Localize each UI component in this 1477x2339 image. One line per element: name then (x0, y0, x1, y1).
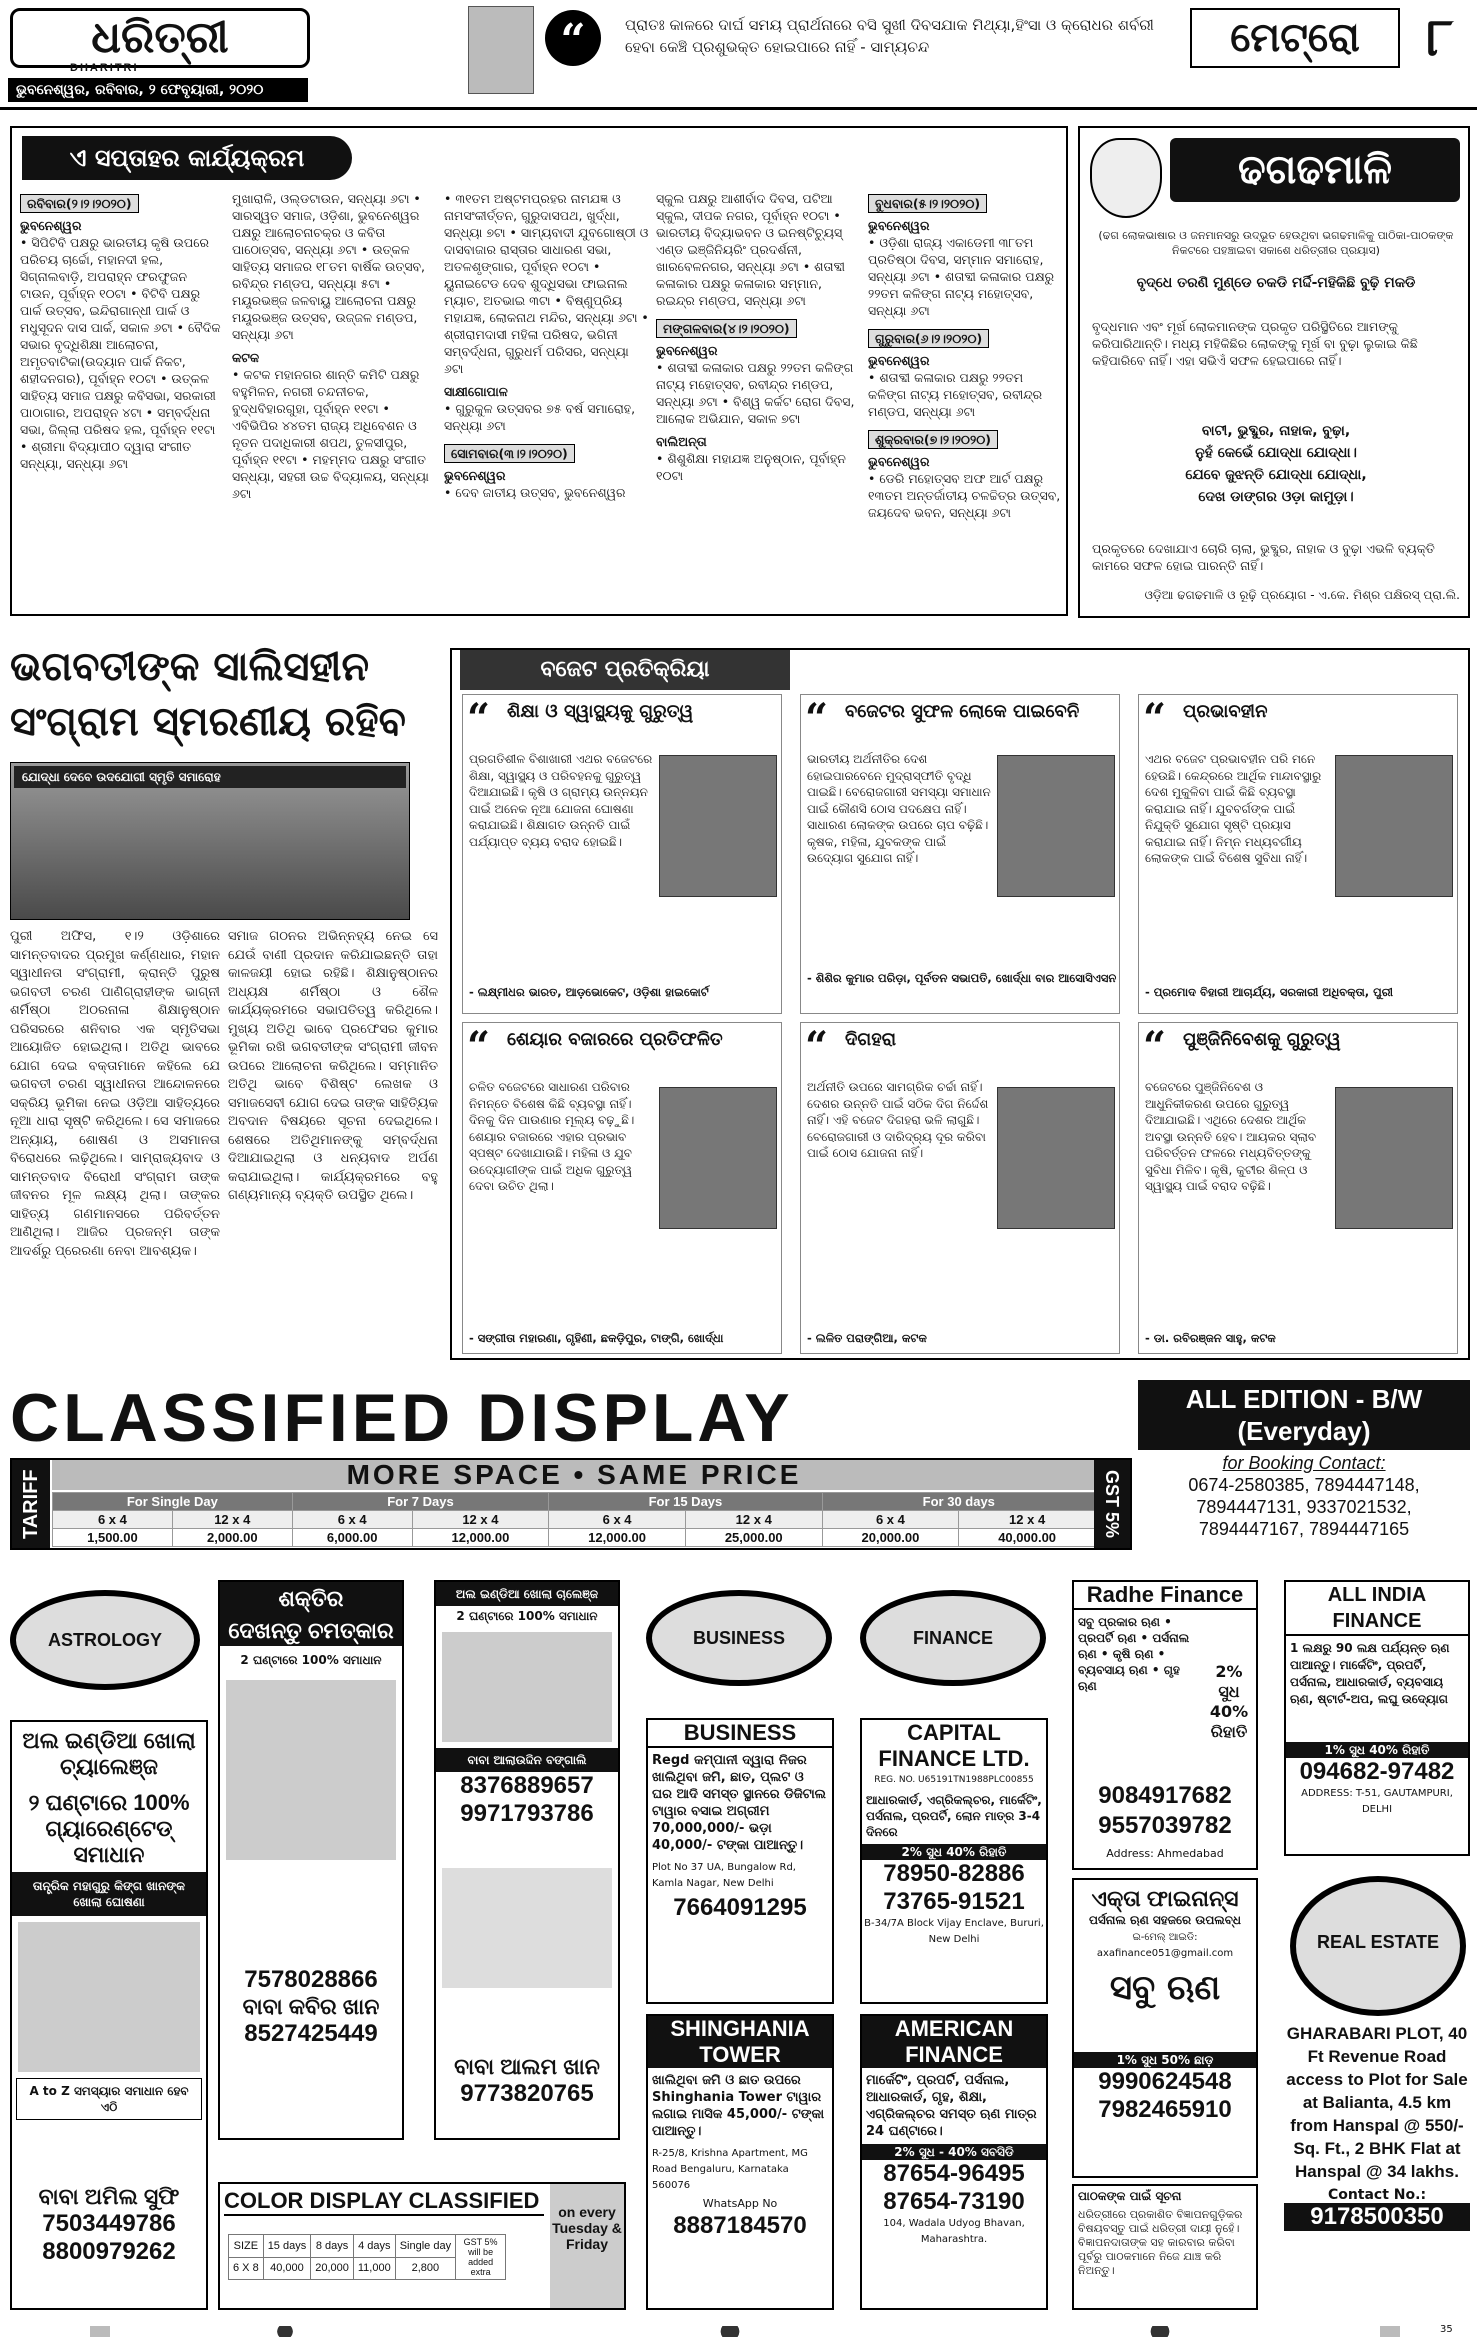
ad-line: ତାନ୍ତ୍ରିକ ମହାଗୁରୁ କିଙ୍ଗ ଖାନଙ୍କ ଖୋଲା ଘୋଷଣା (12, 1872, 206, 1916)
person-photo (659, 755, 777, 897)
table-row (53, 1529, 1096, 1547)
city-header: ଭୁବନେଶ୍ୱର (20, 218, 82, 233)
notice-title: ପାଠକଙ୍କ ପାଇଁ ସୂଚନା (1078, 2189, 1182, 2203)
ad-body: Regd କମ୍ପାନୀ ଦ୍ୱାରା ନିଜର ଖାଲିଥିବା ଜମି, ଛାତ, ପ୍ଲଟ ଓ ଘର ଆଦି ସମସ୍ତ ସ୍ଥାନରେ ଡିଜିଟାଲ ଟାୱାର ବସାଇ ଅଗ୍ରୀମ 70,000,000/- ଭଡ଼ା 40,000/- ଟଙ୍କା ପାଆନ୍ତୁ। (652, 1753, 826, 1853)
city-header: ସାକ୍ଷୀଗୋପାଳ (444, 384, 508, 399)
registration-dots (700, 2326, 760, 2337)
proverb-subtitle: (ଢଗ ଲୋକଭାଷାର ଓ ଜନମାନସରୁ ଉଦ୍ଭୂତ ହେଉଥିବା ଭଗଢମାଳିକୁ ପାଠିକା-ପାଠକଙ୍କ ନିକଟରେ ପହଞ୍ଚାଇବା ସକାଶେ ଧରିତ୍ରୀର ପ୍ରୟାସ) (1098, 229, 1454, 257)
ad-name: ବାବା କବିର ଖାନ (242, 1994, 380, 2019)
price-cell: 20,000.00 (822, 1529, 959, 1547)
quote-icon: “ (1143, 1023, 1167, 1070)
card-title: ବଜେଟର ସୁଫଳ ଲୋକେ ପାଇବେନି (845, 701, 1080, 722)
card-signature: - ଶିଶିର କୁମାର ପରିଡ଼ା, ପୂର୍ବତନ ସଭାପତି, ଖୋର୍ଦ୍ଧା ବାର ଆସୋସିଏସନ (807, 971, 1117, 985)
section-label: ମେଟ୍ରୋ (1190, 8, 1400, 68)
city-header: ଭୁବନେଶ୍ୱର (444, 468, 506, 483)
price-cell: 1,500.00 (53, 1529, 173, 1547)
quote-icon: “ (467, 1023, 491, 1070)
card-body: ଚଳିତ ବଜେଟରେ ସାଧାରଣ ପରିବାର ନିମନ୍ତେ ବିଶେଷ କିଛି ବ୍ୟବସ୍ଥା ନାହିଁ। ଦିନକୁ ଦିନ ପାଉଣାର ମୂଲ୍ୟ ବଢ଼ୁଛି। ଶେୟାର ବଜାରରେ ଏହାର ପ୍ରଭାବ ସ୍ପଷ୍ଟ ଦେଖାଯାଉଛି। ମହିଳା ଓ ଯୁବ ଉଦ୍ୟୋଗୀଙ୍କ ପାଇଁ ଅଧିକ ଗୁରୁତ୍ୱ ଦେବା ଉଚିତ ଥିଲା। (469, 1080, 635, 1193)
author-portrait (468, 6, 534, 94)
print-registration-marks (0, 2324, 1477, 2339)
gst-label: GST 5% (1094, 1460, 1130, 1548)
period-header: For 7 Days (292, 1493, 549, 1511)
finance-seal: FINANCE (860, 1590, 1046, 1686)
guru-photo (18, 1922, 200, 2072)
card-title: ପୁଞ୍ଜିନିବେଶକୁ ଗୁରୁତ୍ୱ (1183, 1029, 1341, 1050)
ad-body: GHARABARI PLOT, 40 Ft Revenue Road access to Plot for Sale at Balianta, 4.5 km from Hanspal @ 550/- Sq. Ft., 2 BHK Flat at Hanspal @ 34 lakhs. (1286, 2024, 1468, 2181)
real-estate-seal: REAL ESTATE (1290, 1876, 1466, 2016)
price-cell: 25,000.00 (685, 1529, 822, 1547)
ad-phone: 87654-73190 (883, 2188, 1025, 2215)
ad-line: 2 ଘଣ୍ଟାରେ 100% ସମାଧାନ (240, 1653, 382, 1667)
registration-mark (1380, 2326, 1400, 2337)
registration-mark (90, 2326, 110, 2337)
period-header: For 15 Days (549, 1493, 822, 1511)
story-headline (10, 640, 440, 750)
card-signature: - ସଙ୍ଗୀତା ମହାରଣା, ଗୃହିଣୀ, ଛକଡ଼ିପୁର, ଟାଙ୍ଗି, ଖୋର୍ଦ୍ଧା (469, 1331, 724, 1345)
ad-address: B-34/7A Block Vijay Enclave, Bururi, New Delhi (864, 1918, 1044, 1945)
ad-phone: 9990624548 (1098, 2068, 1232, 2095)
event-list: • ଶତାବ୍ଦୀ କଳାକାର ପକ୍ଷରୁ ୨୨ତମ କଳିଙ୍ଗ ନାଟ୍ୟ ମହୋତ୍ସବ, ରବୀନ୍ଦ୍ର ମଣ୍ଡପ, ସନ୍ଧ୍ୟା ୬ଟା • ବିଶ୍ୱ କର୍କଟ ରୋଗ ଦିବସ, ଆଲୋକ ଅଭିଯାନ, ସକାଳ ୭ଟା (656, 360, 855, 426)
card-signature: - ପ୍ରମୋଦ ବିହାରୀ ଆଚାର୍ଯ୍ୟ, ସରକାରୀ ଅଧିବକ୍ତା, ପୁରୀ (1145, 985, 1393, 999)
guru-photo (442, 1868, 612, 1988)
weekly-column-3 (444, 190, 649, 610)
column-header: 4 days (353, 2235, 395, 2258)
reaction-card (800, 694, 1120, 1014)
size-cell: 12 x 4 (412, 1511, 549, 1529)
ad-reg: REG. NO. U65191TN1988PLC00855 (874, 1775, 1034, 1785)
ad-line: A to Z ସମସ୍ୟାର ସମାଧାନ ହେବ ଏଠି (16, 2078, 202, 2120)
proverb-explanation: ପ୍ରକୃତରେ ଦେଖାଯାଏ ଚୋରି ଚାଲା, ଭୁବ୍ଦୁର, ନାହାକ ଓ ବୁଢ଼ା ଏଭଳି ବ୍ୟକ୍ତି କାମରେ ସଫଳ ହୋଇ ପାରନ୍ତି ନାହିଁ। (1092, 541, 1435, 573)
booking-number: 0674-2580385, 7894447148, (1188, 1475, 1420, 1495)
ad-address: Address: Ahmedabad (1106, 1847, 1224, 1860)
event-list: • ଶିଶୁଶିକ୍ଷା ମହାଯଜ୍ଞ ଅନୁଷ୍ଠାନ, ପୂର୍ବାହ୍ନ ୧୦ଟା (656, 451, 846, 483)
quote-icon: “ (467, 695, 491, 742)
poem-line: ଦେଖ ଡାଙ୍ଗର ଓଡ଼ା କାମୁଡ଼ା। (1198, 489, 1354, 505)
reaction-card (462, 694, 782, 1014)
card-body: ଭାରତୀୟ ଅର୍ଥନୀତିର ଦେଶ ହୋଇପାରବେନେ ମୁଦ୍ରାସ୍ଫୀତି ବୃଦ୍ଧି ପାଇଛି। ବେରୋଜଗାରୀ ସମସ୍ୟା ସମାଧାନ ପାଇଁ କୌଣସି ଠୋସ ପଦକ୍ଷେପ ନାହିଁ। ସାଧାରଣ ଲୋକଙ୍କ ଉପରେ ଚାପ ବଢ଼ିଛି। କୃଷକ, ମହିଳା, ଯୁବକଙ୍କ ପାଇଁ ଉଦ୍ୟୋଗ ସୁଯୋଗ ନାହିଁ। (807, 752, 991, 865)
more-space-banner: MORE SPACE • SAME PRICE (52, 1460, 1096, 1490)
headline-line: ସଂଗ୍ରାମ ସ୍ମରଣୀୟ ରହିବ (10, 699, 406, 745)
ad-title: SHINGHANIA TOWER (648, 2016, 832, 2068)
newspaper-logo: ଧରିତ୍ରୀ (10, 8, 310, 68)
weekly-column-4 (656, 190, 861, 610)
story-column-2: ସମାଜ ଗଠନର ଅଭିନ୍ନହ୍ୟ ନେଇ ସେ ଯେଉଁ ବାଣୀ ପ୍ରଦାନ କରିଯାଇଛନ୍ତି ତାହା କାଳଜୟୀ ହୋଇ ରହିଛି। ଶିକ୍ଷାନୁଷ୍ଠାନର ଅଧ୍ୟକ୍ଷ ଶର୍ମିଷ୍ଠା ଓ ଶୈଳ କାର୍ଯ୍ୟକ୍ରମରେ ସଭାପତିତ୍ୱ କରିଥିଲେ। ମୁଖ୍ୟ ଅତିଥି ଭାବେ ପ୍ରଫେସର କୁମାର ଭୂମିକା ରଖି ଭଗବତୀଙ୍କ ସଂଗ୍ରାମୀ ଜୀବନ ଉପରେ ଆଲୋଚନା କରିଥିଲେ। ସମ୍ମାନିତ ଅତିଥି ଭାବେ ବିଶିଷ୍ଟ ଲେଖକ ଓ ସମାଜସେବୀ ଯୋଗ ଦେଇ ତାଙ୍କ ସାହିତ୍ୟିକ ଅବଦାନ ବିଷୟରେ ସୂଚନା ଦେଇଥିଲେ। ଶେଷରେ ଅତିଥିମାନଙ୍କୁ ସମ୍ବର୍ଦ୍ଧନା ଦିଆଯାଇଥିଲା ଓ ଧନ୍ୟବାଦ ଅର୍ପଣ କରାଯାଇଥିଲା। କାର୍ଯ୍ୟକ୍ରମରେ ବହୁ ଗଣ୍ୟମାନ୍ୟ ବ୍ୟକ୍ତି ଉପସ୍ଥିତ ଥିଲେ। (228, 929, 438, 1203)
ad-rate: 2% ସୁଧ - 40% ସବସିଡି (862, 2144, 1046, 2160)
event-list: • ସିପିଟିବି ପକ୍ଷରୁ ଭାରତୀୟ କୃଷି ଉପରେ ପରିଚୟ ଚାର୍ଚ୍ଚୋ, ମହାନଦୀ ହଲ, ସିଗ୍ନାଲବାଡ଼ି, ଅପରାହ୍ନ ଫରଫୁଜନ ଟାଉନ, ପୂର୍ବାହ୍ନ ୧୦ଟା • ବିଟିବି ପକ୍ଷରୁ ପାର୍କ ଉତ୍ସବ, ଇନ୍ଦିରାଗାନ୍ଧୀ ପାର୍କ ଓ ମଧୁସୂଦନ ଦାସ ପାର୍କ, ସକାଳ ୬ଟା • ବୈଦିକ ସଭାର ବୃଦ୍ଧିଶିକ୍ଷା ଆଲୋଚନା, ଅମୃତବାଟିକା(ଉଦ୍ୟାନ ପାର୍କ ନିକଟ, ଶହୀଦନଗର), ପୂର୍ବାହ୍ନ ୧୦ଟା • ଉତ୍କଳ ସାହିତ୍ୟ ସମାଜ ପକ୍ଷରୁ କବିସଭା, ସରକାରୀ ପାଠାଗାର, ଅପରାହ୍ନ ୪ଟା • ସମ୍ବର୍ଦ୍ଧନା ସଭା, ଜିଲ୍ଲା ପରିଷଦ ହଲ, ପୂର୍ବାହ୍ନ ୧୧ଟା • ଶ୍ରୀମା ବିଦ୍ୟାପୀଠ ଦ୍ୱାରା ସଂଗୀତ ସନ୍ଧ୍ୟା, ସନ୍ଧ୍ୟା ୬ଟା (20, 235, 221, 471)
size-cell: 12 x 4 (685, 1511, 822, 1529)
ad-title: BUSINESS (648, 1720, 832, 1748)
size-cell: 6 x 4 (292, 1511, 412, 1529)
logo-subtitle: DHARITRI (70, 62, 139, 74)
size-cell: 6 x 4 (822, 1511, 959, 1529)
card-title: ଦିଗହରା (845, 1029, 897, 1050)
ad-title: COLOR DISPLAY CLASSIFIED (224, 2188, 544, 2216)
ad-body: ଆଧାରକାର୍ଡ, ଏଗ୍ରିକଲ୍ଚର, ମାର୍କେଟିଂ, ପର୍ସନାଲ, ପ୍ରପର୍ଟି, ଲୋନ ମାତ୍ର 3-4 ଦିନରେ (866, 1793, 1042, 1839)
ad-subtitle: ପର୍ସନାଲ ଋଣ ସହଜରେ ଉପଲବ୍ଧ (1088, 1913, 1242, 1927)
table-row (53, 1511, 1096, 1529)
masthead (0, 0, 1477, 110)
person-photo (1335, 755, 1453, 897)
rate-value: 40% (1209, 1702, 1249, 1721)
ad-phone: 8376889657 (460, 1772, 594, 1799)
ad-phone: 7664091295 (673, 1894, 807, 1921)
ad-phone: 9084917682 (1098, 1782, 1232, 1809)
reaction-card (1138, 1022, 1458, 1354)
price-cell: 2,000.00 (172, 1529, 292, 1547)
person-photo (997, 1087, 1115, 1229)
city-header: ଭୁବନେଶ୍ୱର (868, 218, 930, 233)
page-number: ୮ (1426, 8, 1454, 68)
headline-line: ଭଗବତୀଙ୍କ ସାଲିସହୀନ (10, 644, 370, 690)
size-cell: 6 x 4 (53, 1511, 173, 1529)
ad-subtitle: 2 ଘଣ୍ଟାରେ 100% ସମାଧାନ (456, 1609, 598, 1623)
booking-label: for Booking Contact: (1222, 1453, 1386, 1473)
price-cell: 11,000 (353, 2257, 395, 2280)
business-seal: BUSINESS (646, 1590, 832, 1686)
proverb-body: ବୃଦ୍ଧମାନ ଏବଂ ମୂର୍ଖ ଲୋକମାନଙ୍କ ପ୍ରକୃତ ପରିସ୍ଥିତିରେ ଆମଙ୍କୁ କରିପାରିଥାନ୍ତି। ମଧ୍ୟ ମହିକିଛିର ଲୋକଙ୍କୁ ମୂର୍ଖ ବା ବୁଢ଼ା ଲୁକାଇ କିଛି କହିପାରିବେ ନାହିଁ। ଏହା ସଭିଏଁ ସଫଳ ହେଇପାରେ ନାହିଁ। (1092, 319, 1418, 368)
story-column-1: ପୁରୀ ଅଫିସ, ୧।୨ ଓଡ଼ିଶାରେ ସାମନ୍ତବାଦର ପ୍ରମୁଖ କର୍ଣ୍ଣଧାର, ମହାନ ସ୍ୱାଧୀନତା ସଂଗ୍ରାମୀ, କ୍ରାନ୍ତି ପୁରୁଷ ଭଗବତୀ ଚରଣ ପାଣିଗ୍ରାହୀଙ୍କ ଭାଗ୍ନୀ ଶର୍ମିଷ୍ଠା ଅଠରନାଳା ଶିକ୍ଷାନୁଷ୍ଠାନ ପରିସରରେ ଶନିବାର ଏକ ସ୍ମୃତିସଭା ଆୟୋଜିତ ହୋଇଥିଲା। ଅତିଥି ଭାବରେ ଯୋଗ ଦେଇ ବକ୍ତାମାନେ କହିଲେ ଯେ ଭଗବତୀ ଚରଣ ସ୍ୱାଧୀନତା ଆନ୍ଦୋଳନରେ ସକ୍ରିୟ ଭୂମିକା ନେଇ ଓଡ଼ିଆ ସାହିତ୍ୟରେ ନୂଆ ଧାରା ସୃଷ୍ଟି କରିଥିଲେ। ସେ ସମାଜରେ ଅନ୍ୟାୟ, ଶୋଷଣ ଓ ଅସମାନତା ବିରୋଧରେ ଲଢ଼ିଥିଲେ। ସାମ୍ରାଜ୍ୟବାଦ ଓ ସାମନ୍ତବାଦ ବିରୋଧୀ ସଂଗ୍ରାମ ତାଙ୍କ ଜୀବନର ମୂଳ ଲକ୍ଷ୍ୟ ଥିଲା। ତାଙ୍କର ସାହିତ୍ୟ ଗଣମାନସରେ ପରିବର୍ତ୍ତନ ଆଣିଥିଲା। ଆଜିର ପ୍ରଜନ୍ମ ତାଙ୍କ ଆଦର୍ଶରୁ ପ୍ରେରଣା ନେବା ଆବଶ୍ୟକ। (10, 929, 220, 1259)
proverb-poem (1092, 420, 1460, 508)
city-header: ଭୁବନେଶ୍ୱର (868, 353, 930, 368)
edition-line: ALL EDITION - B/W (1185, 1384, 1423, 1414)
day-header: ଶୁକ୍ରବାର(୭।୨।୨୦୨୦) (868, 430, 998, 449)
ad-rate: 1% ସୁଧ 50% ଛାଡ଼ (1074, 2052, 1256, 2068)
astrology-seal: ASTROLOGY (10, 1590, 200, 1690)
event-list: • ଶତାବ୍ଦୀ କଳାକାର ପକ୍ଷରୁ ୨୨ତମ କଳିଙ୍ଗ ନାଟ୍ୟ ମହୋତ୍ସବ, ରବୀନ୍ଦ୍ର ମଣ୍ଡପ, ସନ୍ଧ୍ୟା ୬ଟା (868, 370, 1043, 419)
ad-address: Plot No 37 UA, Bungalow Rd, Kamla Nagar, New Delhi (652, 1862, 796, 1889)
capital-finance-ad (860, 1718, 1048, 2004)
proverb-heading: ଢଗଢମାଳି (1170, 138, 1460, 202)
proverb-box (1078, 126, 1470, 618)
booking-number: 7894447167, 7894447165 (1198, 1519, 1410, 1539)
shinghania-ad (646, 2014, 834, 2310)
column-header: 15 days (263, 2235, 311, 2258)
price-cell: 12,000.00 (549, 1529, 686, 1547)
ad-title: ଅଲ ଇଣ୍ଡିଆ ଖୋଲା ଚାଲେଞ୍ଜ (436, 1582, 618, 1606)
card-body: ଅର୍ଥନୀତି ଉପରେ ସାମଗ୍ରିକ ଚର୍ଚ୍ଚା ନାହିଁ। ଦେଶର ଉନ୍ନତି ପାଇଁ ସଠିକ ଦିଗ ନିର୍ଦ୍ଦେଶ ନାହିଁ। ଏହି ବଜେଟ ଦିଗହରା ଭଳି ଲାଗୁଛି। ବେରୋଜଗାରୀ ଓ ଦାରିଦ୍ର୍ୟ ଦୂର କରିବା ପାଇଁ ଠୋସ ଯୋଜନା ନାହିଁ। (807, 1080, 989, 1160)
column-header: Single day (395, 2235, 455, 2258)
card-title: ଶିକ୍ଷା ଓ ସ୍ୱାସ୍ଥ୍ୟକୁ ଗୁରୁତ୍ୱ (507, 701, 694, 722)
poem-line: ଯେବେ ଜୁଝନ୍ତି ଯୋଦ୍ଧା ଯୋଦ୍ଧା, (1185, 467, 1367, 483)
business-ad (646, 1718, 834, 2004)
ad-rate: 2% ସୁଧ 40% ରିହାତି (862, 1844, 1046, 1860)
event-list: • ଡେରି ମହୋତ୍ସବ ଅଫ ଆର୍ଟ ପକ୍ଷରୁ ୧୩ତମ ଅନ୍ତର୍ଜାତୀୟ ଚଳଚ୍ଚିତ୍ର ଉତ୍ସବ, ଜୟଦେବ ଭବନ, ସନ୍ଧ୍ୟା ୬ଟା (868, 471, 1061, 520)
day-header: ଗୁରୁବାର(୬।୨।୨୦୨୦) (868, 329, 989, 348)
ad-body: ଖାଲିଥିବା ଜମି ଓ ଛାତ ଉପରେ Shinghania Tower ଟାୱାର ଲଗାଇ ମାସିକ 45,000/- ଟଙ୍କା ପାଆନ୍ତୁ। (652, 2073, 825, 2139)
day-header: ସୋମବାର(୩।୨।୨୦୨୦) (444, 444, 575, 463)
whatsapp-label: WhatsApp No (702, 2197, 778, 2210)
all-india-finance-ad (1284, 1580, 1470, 1856)
price-cell: 40,000 (263, 2257, 311, 2280)
quote-icon: “ (805, 1023, 829, 1070)
astrology-ad (10, 1720, 208, 2310)
tariff-label: TARIFF (12, 1460, 50, 1548)
contact-label: Contact No.: (1327, 2187, 1427, 2203)
rate-label: ସୁଧ (1218, 1682, 1240, 1701)
size-cell: 6 x 4 (549, 1511, 686, 1529)
guru-photo (442, 1632, 612, 1742)
ad-phone: 7503449786 (42, 2210, 176, 2237)
price-cell: 20,000 (311, 2257, 354, 2280)
radhe-finance-ad (1072, 1580, 1258, 1870)
tariff-table-box (10, 1458, 1132, 1550)
ad-body: 1 ଲକ୍ଷରୁ 90 ଲକ୍ଷ ପର୍ଯ୍ୟନ୍ତ ଋଣ ପାଆନ୍ତୁ। ମାର୍କେଟିଂ, ପ୍ରପର୍ଟି, ପର୍ସନାଲ, ଆଧାରକାର୍ଡ, ବ୍ୟବସାୟ ଋଣ, ଷ୍ଟାର୍ଟ-ଅପ, ଲଘୁ ଉଦ୍ୟୋଗ (1290, 1641, 1450, 1706)
size-cell: 12 x 4 (959, 1511, 1096, 1529)
day-header: ମଙ୍ଗଳବାର(୪।୨।୨୦୨୦) (656, 319, 797, 338)
ad-phone: 7578028866 (244, 1966, 378, 1993)
ad-phone: 8527425449 (244, 2020, 378, 2047)
ad-name: ବାବା ଆଲାଉଦ୍ଦିନ ବଙ୍ଗାଲି (436, 1748, 618, 1772)
price-cell: 6,000.00 (292, 1529, 412, 1547)
ad-rate: 1% ସୁଧ 40% ରିହାତି (1286, 1742, 1468, 1758)
daily-quote: ପ୍ରାତଃ କାଳରେ ଦାର୍ଘ ସମୟ ପ୍ରାର୍ଥନାରେ ବସି ସୁଖୀ ଦିବସଯାକ ମିଥ୍ୟା,ହିଂସା ଓ କ୍ରୋଧର ଶର୍ବରୀ ହେବା କେଞ୍ଚି ପ୍ରଶୁଭକ୍ତ ହୋଇପାରେ ନାହିଁ - ସାମ୍ୟଚନ୍ଦ (625, 16, 1154, 56)
photo-banner: ଯୋଦ୍ଧା ଦେବେ ଉଦଯୋଗୀ ସ୍ମୃତି ସମାରୋହ (14, 766, 406, 788)
ad-phone: 9773820765 (460, 2080, 594, 2107)
event-list: ସ୍କୁଲ ପକ୍ଷରୁ ଆଶୀର୍ବାଦ ଦିବସ, ପଟିଆ ସ୍କୁଲ, ଦୀପକ ନଗର, ପୂର୍ବାହ୍ନ ୧୦ଟା • ଭାରତୀୟ ବିଦ୍ୟାଭବନ ଓ ଇନଷ୍ଟିଚ୍ୟୁସ୍ ଏଣ୍ଡ ଇଞ୍ଜିନିୟରିଂ ପ୍ରଦର୍ଶନୀ, ଖାରବେଳନଗର, ସନ୍ଧ୍ୟା ୬ଟା • ଶତାବ୍ଦୀ କଳାକାର ପକ୍ଷରୁ କଳାକାର ସମ୍ମାନ, ରଇନ୍ଦ୍ର ମଣ୍ଡପ, ସନ୍ଧ୍ୟା ୬ଟା (656, 191, 845, 308)
city-header: ଭୁବନେଶ୍ୱର (656, 343, 718, 358)
ad-body: ସବୁ ପ୍ରକାର ଋଣ • ପ୍ରପର୍ଟି ଋଣ • ପର୍ସନାଲ ଋଣ • କୃଷି ଋଣ • ବ୍ୟବସାୟ ଋଣ • ଗୃହ ଋଣ (1078, 1615, 1190, 1693)
ad-title: AMERICAN FINANCE (862, 2016, 1046, 2068)
ad-phone: 78950-82886 (883, 1860, 1025, 1887)
person-photo (659, 1087, 777, 1229)
reaction-card (800, 1022, 1120, 1354)
person-photo (997, 755, 1115, 897)
american-finance-ad (860, 2014, 1048, 2310)
ad-phone: 7982465910 (1098, 2096, 1232, 2123)
city-header: ବାଲିଅନ୍ତା (656, 434, 707, 449)
readers-notice (1072, 2184, 1258, 2310)
event-list: • ୩୧ତମ ଅଷ୍ଟମପ୍ରହର ନାମଯଜ୍ଞ ଓ ନାମସଂକୀର୍ତ୍ତନ, ଗୁରୁଦାସପଥ, ଖୁର୍ଦ୍ଧା, ସନ୍ଧ୍ୟା ୭ଟା • ସାମ୍ୟବାଦୀ ଯୁବଗୋଷ୍ଠୀ ଓ ଦାସବାଜାର ରାସ୍ତାର ସାଧାରଣ ସଭା, ଅତଳଶୃଙ୍ଗାର, ପୂର୍ବାହ୍ନ ୧୦ଟା • ୟୁନାଇଟେଡ ଦେବ ଶୁଦ୍ଧିସଭା ଫାଇନାଲ ମ୍ୟାଚ, ଅତଭାଇ ୩ଟା • ବିଷ୍ଣୁପ୍ରିୟ ମହାଯଜ୍ଞ, ଲୋକନାଥ ମନ୍ଦିର, ସନ୍ଧ୍ୟା ୬ଟା • ଶ୍ରୀରାମଦାସୀ ମହିଳା ପରିଷଦ, ଭଗିନୀ ସମ୍ବର୍ଦ୍ଧନା, ଗୁରୁଧର୍ମ ପରିସର, ସନ୍ଧ୍ୟା ୬ଟା (444, 191, 649, 376)
ad-phone: 9557039782 (1098, 1812, 1232, 1839)
period-header: For Single Day (53, 1493, 293, 1511)
weekly-programme (10, 126, 1068, 616)
city-header: କଟକ (232, 350, 260, 365)
person-photo (1335, 1087, 1453, 1229)
rate-label: ରିହାତି (1210, 1722, 1248, 1741)
card-body: ବଜେଟରେ ପୁଞ୍ଜିନିବେଶ ଓ ଆଧୁନିକୀକରଣ ଉପରେ ଗୁରୁତ୍ୱ ଦିଆଯାଇଛି। ଏଥିରେ ଦେଶର ଆର୍ଥିକ ଅବସ୍ଥା ଉନ୍ନତି ହେବ। ଆୟକର ସ୍ଲାବ ପରିବର୍ତ୍ତନ ଫଳରେ ମଧ୍ୟବିତ୍ତଙ୍କୁ ସୁବିଧା ମିଳିବ। କୃଷି, କୁଟୀର ଶିଳ୍ପ ଓ ସ୍ୱାସ୍ଥ୍ୟ ପାଇଁ ବରାଦ ବଢ଼ିଛି। (1145, 1080, 1317, 1193)
event-list: • ଓଡ଼ିଶା ରାଜ୍ୟ ଏକାଡେମୀ ୩୮ତମ ପ୍ରତିଷ୍ଠା ଦିବସ, ସମ୍ମାନ ସମାରୋହ, ସନ୍ଧ୍ୟା ୬ଟା • ଶତାବ୍ଦୀ କଳାକାର ପକ୍ଷରୁ ୨୨ତମ କଳିଙ୍ଗ ନାଟ୍ୟ ମହୋତ୍ସବ, ସନ୍ଧ୍ୟା ୬ଟା (868, 235, 1055, 318)
ad-phone: 9178500350 (1284, 2203, 1470, 2231)
ad-address: R-25/8, Krishna Apartment, MG Road Bengaluru, Karnataka 560076 (652, 2148, 808, 2191)
caricature-icon (1090, 138, 1162, 218)
booking-number: 7894447131, 9337021532, (1196, 1497, 1412, 1517)
ad-title: CAPITAL FINANCE LTD. (878, 1720, 1030, 1771)
proverb-credit: ଓଡ଼ିଆ ଢଗଢମାଳି ଓ ରୂଢ଼ି ପ୍ରୟୋଗ - ଏ.କେ. ମିଶ୍ର ପକ୍ଷିରସ୍ ପ୍ରା.ଲି. (1144, 588, 1460, 602)
classified-title: CLASSIFIED DISPLAY (10, 1380, 794, 1456)
booking-contact (1138, 1452, 1470, 1552)
ad-address: ADDRESS: T-51, GAUTAMPURI, DELHI (1301, 1788, 1453, 1815)
color-display-ad (218, 2182, 626, 2310)
quote-icon: “ (545, 10, 601, 66)
ad-title: ALL INDIA FINANCE (1286, 1582, 1468, 1636)
city-header: ଭୁବନେଶ୍ୱର (868, 454, 930, 469)
ad-big-text: ସବୁ ଋଣ (1109, 1968, 1221, 2008)
tariff-table (52, 1492, 1096, 1547)
price-cell: 40,000.00 (959, 1529, 1096, 1547)
size-cell: 6 X 8 (229, 2257, 264, 2280)
ad-address: 104, Wadala Udyog Bhavan, Maharashtra. (883, 2218, 1025, 2245)
color-rate-table (228, 2234, 506, 2280)
edition-box (1138, 1380, 1470, 1450)
dateline: ଭୁବନେଶ୍ୱର, ରବିବାର, ୨ ଫେବୃୟାରୀ, ୨୦୨୦ (8, 78, 308, 102)
event-list: • ଦେବ ଜାତୀୟ ଉତ୍ସବ, ଭୁବନେଶ୍ୱର (444, 485, 626, 500)
reaction-card (462, 1022, 782, 1354)
column-header: 8 days (311, 2235, 354, 2258)
card-signature: - ଡା. ରବିରଞ୍ଜନ ସାହୁ, କଟକ (1145, 1331, 1276, 1345)
registration-dots (260, 2326, 310, 2337)
rate-value: 2% (1215, 1662, 1243, 1681)
ad-name: ବାବା ଅମିଲ ସୁଫି (38, 2184, 180, 2209)
ad-phone: 87654-96495 (883, 2160, 1025, 2187)
event-list: • କଟକ ମହାନଗର ଶାନ୍ତି କମିଟି ପକ୍ଷରୁ ବହୁମିଳନ, ନଗରୀ ଚନ୍ଦନୀଚକ, ବୁଦ୍ଧବିହାରଗୁହା, ପୂର୍ବାହ୍ନ ୧୧ଟା • ଏବିଭିପିର ୪୪ତମ ରାଜ୍ୟ ଅଧିବେଶନ ଓ ନୂତନ ପଦାଧିକାରୀ ଶପଥ, ତୁଳସୀପୁର, ପୂର୍ବାହ୍ନ ୧୧ଟା • ମହମ୍ମଦ ପକ୍ଷରୁ ସଂଗୀତ ସନ୍ଧ୍ୟା, ସହରୀ ଉଚ୍ଚ ବିଦ୍ୟାଳୟ, ସନ୍ଧ୍ୟା ୬ଟା (232, 367, 429, 501)
card-title: ଶେୟାର ବଜାରରେ ପ୍ରତିଫଳିତ (507, 1029, 723, 1050)
ad-email: ଇ-ମେଲ୍ ଆଇଡି: axafinance051@gmail.com (1096, 1932, 1234, 1959)
rate-stack (1204, 1662, 1254, 1742)
card-title: ପ୍ରଭାବହୀନ (1183, 701, 1268, 722)
notice-body: ଧରିତ୍ରୀରେ ପ୍ରକାଶିତ ବିଜ୍ଞାପନଗୁଡ଼ିକର ବିଷୟବସ୍ତୁ ପାଇଁ ଧରିତ୍ରୀ ଦାୟୀ ନୁହେଁ। ବିଜ୍ଞାପନଦାତାଙ୍କ ସହ କାରବାର କରିବା ପୂର୍ବରୁ ପାଠକମାନେ ନିଜେ ଯାଞ୍ଚ କରି ନିଅନ୍ତୁ। (1078, 2208, 1243, 2277)
table-row (53, 1493, 1096, 1511)
table-row (229, 2235, 506, 2258)
ad-title: ଶକ୍ତିର (220, 1582, 402, 1616)
registration-dots (1130, 2326, 1190, 2337)
ad-phone: 094682-97482 (1299, 1758, 1455, 1785)
card-signature: - ଲକ୍ଷ୍ମୀଧର ଭାରତ, ଆଡ଼ଭୋକେଟ, ଓଡ଼ିଶା ହାଇକୋର୍ଟ (469, 985, 709, 999)
ad-body: ମାର୍କେଟିଂ, ପ୍ରପର୍ଟି, ପର୍ସନାଲ, ଆଧାରକାର୍ଡ, ଗୃହ, ଶିକ୍ଷା, ଏଗ୍ରିକଲ୍ଚର ସମସ୍ତ ଋଣ ମାତ୍ର 24 ଘଣ୍ଟାରେ। (866, 2073, 1037, 2139)
event-list: • ଗୁରୁକୁଳ ଉତ୍ସବର ୭୫ ବର୍ଷ ସମାରୋହ, ସନ୍ଧ୍ୟା ୬ଟା (444, 401, 636, 433)
ekta-finance-ad (1072, 1878, 1258, 2178)
day-header: ରବିବାର(୨।୨।୨୦୨୦) (20, 194, 139, 213)
price-cell: 2,800 (395, 2257, 455, 2280)
price-cell: 12,000.00 (412, 1529, 549, 1547)
quote-icon: “ (1143, 695, 1167, 742)
weekly-column-1 (20, 190, 225, 610)
card-body: ପ୍ରଗତିଶୀଳ ବିଶାଖାରୀ ଏଥର ବଜେଟରେ ଶିକ୍ଷା, ସ୍ୱାସ୍ଥ୍ୟ ଓ ପରିବହନକୁ ଗୁରୁତ୍ୱ ଦିଆଯାଇଛି। କୃଷି ଓ ଗ୍ରାମ୍ୟ ଉନ୍ନୟନ ପାଇଁ ଅନେକ ନୂଆ ଯୋଜନା ଘୋଷଣା କରାଯାଇଛି। ଶିକ୍ଷାଗତ ଉନ୍ନତି ପାଇଁ ପର୍ଯ୍ୟାପ୍ତ ବ୍ୟୟ ବରାଦ ହୋଇଛି। (469, 752, 653, 849)
gst-note: GST 5% will be added extra (456, 2235, 506, 2280)
shakti-ad (218, 1580, 404, 2140)
ad-phone: 8800979262 (42, 2238, 176, 2265)
real-estate-ad (1284, 2022, 1470, 2310)
poem-line: ନୁହଁ କେଭେଁ ଯୋଦ୍ଧା ଯୋଦ୍ଧା। (1195, 445, 1357, 461)
budget-heading: ବଜେଟ ପ୍ରତିକ୍ରିୟା (460, 650, 790, 690)
weekly-column-2 (232, 190, 437, 610)
event-list: ମୁଖାରାଳି, ଓଲ୍ଡଟାଉନ, ସନ୍ଧ୍ୟା ୬ଟା • ସାରସ୍ୱତ ସମାଜ, ଓଡ଼ିଶା, ଭୁବନେଶ୍ୱର ପକ୍ଷରୁ ଆଲୋଚନାଚକ୍ର ଓ କବିତା ପାଠୋତ୍ସବ, ସନ୍ଧ୍ୟା ୬ଟା • ଉତ୍କଳ ସାହିତ୍ୟ ସମାଜର ୧୮ତମ ବାର୍ଷିକ ଉତ୍ସବ, ରବିନ୍ଦ୍ର ମଣ୍ଡପ, ସନ୍ଧ୍ୟା ୫ଟା • ମୟୂରଭଞ୍ଜ ଜଳବାୟୁ ଆଲୋଚନା ପକ୍ଷରୁ ମୟୂରଭଞ୍ଜ ଉତ୍ସବ, ଉଜ୍ଜଳ ମଣ୍ଡପ, ସନ୍ଧ୍ୟା ୬ଟା (232, 191, 425, 342)
ad-title: ଏକ୍ତା ଫାଇନାନ୍ସ (1091, 1886, 1239, 1911)
ad-subtitle: ୨ ଘଣ୍ଟାରେ 100% ଗ୍ୟାରେଣ୍ଟେଡ୍ ସମାଧାନ (28, 1790, 190, 1867)
ad-title: Radhe Finance (1074, 1582, 1256, 1610)
card-body: ଏଥର ବଜେଟ ପ୍ରଭାବହୀନ ପରି ମନେ ହେଉଛି। କେନ୍ଦ୍ରରେ ଆର୍ଥିକ ମାନ୍ଦାବସ୍ଥାରୁ ଦେଶ ମୁକୁଳିବା ପାଇଁ କିଛି ବ୍ୟବସ୍ଥା କରାଯାଇ ନାହିଁ। ଯୁବବର୍ଗଙ୍କ ପାଇଁ ନିଯୁକ୍ତି ସୁଯୋଗ ସୃଷ୍ଟି ପ୍ରୟାସ କରାଯାଇ ନାହିଁ। ନିମ୍ନ ମଧ୍ୟବର୍ଗୀୟ ଲୋକଙ୍କ ପାଇଁ ବିଶେଷ ସୁବିଧା ନାହିଁ। (1145, 752, 1322, 865)
size-cell: 12 x 4 (172, 1511, 292, 1529)
challenge-ad (434, 1580, 620, 2140)
card-signature: - ଲଳିତ ପରାଙ୍ଗିଆ, କଟକ (807, 1331, 927, 1345)
ad-title: ଦେଖନ୍ତୁ ଚମତ୍କାର (220, 1616, 402, 1646)
ad-name: ବାବା ଆଲମ ଖାନ (454, 2054, 600, 2079)
period-header: For 30 days (822, 1493, 1095, 1511)
guru-photo (226, 1680, 396, 1860)
column-header: SIZE (229, 2235, 264, 2258)
proverb-title: ବୃଦ୍ଧେ ତରଣି ମୁଣ୍ଡେ ଚକଡି ମର୍ଦ୍ଦି-ମହିକିଛି ବୁଢ଼ି ମକଡି (1136, 275, 1416, 291)
edition-line: (Everyday) (1237, 1416, 1371, 1446)
ad-title: ଅଲ ଇଣ୍ଡିଆ ଖୋଲା ଚ୍ୟାଲେଞ୍ଜ (22, 1728, 196, 1779)
budget-reaction-section (450, 648, 1470, 1360)
corner-number: 35 (1440, 2324, 1453, 2335)
poem-line: ବାଟୀ, ଭୁବ୍ଦୁର, ନାହାକ, ବୁଢ଼ା, (1201, 423, 1351, 439)
ad-phone: 9971793786 (460, 1800, 594, 1827)
weekly-column-5 (868, 190, 1062, 610)
quote-icon: “ (805, 695, 829, 742)
schedule-label: on every Tuesday & Friday (550, 2184, 624, 2308)
weekly-heading: ଏ ସପ୍ତାହର କାର୍ଯ୍ୟକ୍ରମ (22, 136, 352, 180)
ad-phone: 8887184570 (673, 2212, 807, 2239)
day-header: ବୁଧବାର(୫।୨।୨୦୨୦) (868, 194, 987, 213)
reaction-card (1138, 694, 1458, 1014)
ad-phone: 73765-91521 (883, 1888, 1025, 1915)
